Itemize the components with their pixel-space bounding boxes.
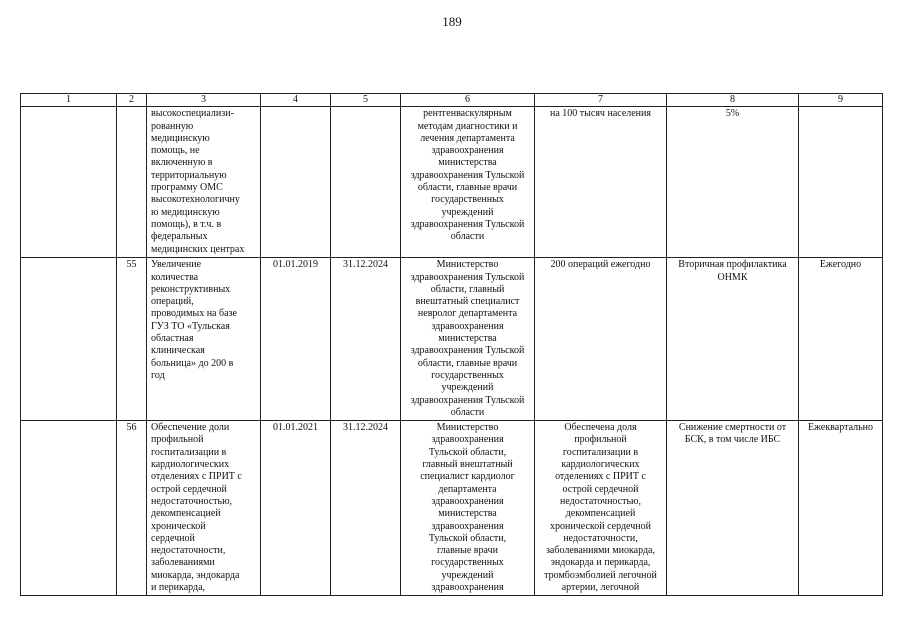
column-header: 6 <box>401 94 535 107</box>
blank-cell <box>21 107 117 258</box>
start-date-cell: 01.01.2019 <box>261 258 331 421</box>
indicator-cell: 5% <box>667 107 799 258</box>
task-cell: высокоспециализи- рованную медицинскую помощь, не включенную в территориальную программу ОМС высокотехнологичну ю медицинскую помощь), в т.ч. в федеральных медицинских центрах <box>147 107 261 258</box>
responsible-cell: Министерство здравоохранения Тульской области, главный внештатный специалист невролог департамента здравоохранения министерства здравоохранения Тульской области, главные врачи государственных учреждений здравоохранения Тульской области <box>401 258 535 421</box>
column-header: 4 <box>261 94 331 107</box>
blank-cell <box>21 258 117 421</box>
blank-cell <box>21 421 117 596</box>
column-header: 8 <box>667 94 799 107</box>
measures-table <box>20 93 883 596</box>
column-header: 1 <box>21 94 117 107</box>
column-header: 5 <box>331 94 401 107</box>
start-date-cell: 01.01.2021 <box>261 421 331 596</box>
frequency-cell: Ежеквартально <box>799 421 883 596</box>
result-cell: на 100 тысяч населения <box>535 107 667 258</box>
task-cell: Обеспечение доли профильной госпитализации в кардиологических отделениях с ПРИТ с острой сердечной недостаточностью, декомпенсацией хронической сердечной недостаточности, заболеваниями миокарда, эндокарда и перикарда, <box>147 421 261 596</box>
end-date-cell <box>331 107 401 258</box>
column-number-row <box>21 94 883 107</box>
frequency-cell <box>799 107 883 258</box>
responsible-cell: рентгенваскулярным методам диагностики и лечения департамента здравоохранения министерства здравоохранения Тульской области, главные врачи государственных учреждений здравоохранения Тульской области <box>401 107 535 258</box>
result-cell: Обеспечена доля профильной госпитализации в кардиологических отделениях с ПРИТ с острой сердечной недостаточностью, декомпенсацией хронической сердечной недостаточности, заболеваниями миокарда, эндокарда и перикарда, тромбоэмболией легочной артерии, легочной <box>535 421 667 596</box>
row-number-cell <box>117 107 147 258</box>
responsible-cell: Министерство здравоохранения Тульской области, главный внештатный специалист кардиолог департамента здравоохранения министерства здравоохранения Тульской области, главные врачи государственных учреждений здравоохранения <box>401 421 535 596</box>
table-row <box>21 258 883 421</box>
frequency-cell: Ежегодно <box>799 258 883 421</box>
indicator-cell: Снижение смертности от БСК, в том числе ИБС <box>667 421 799 596</box>
row-number-cell: 56 <box>117 421 147 596</box>
indicator-cell: Вторичная профилактика ОНМК <box>667 258 799 421</box>
table-row <box>21 421 883 596</box>
row-number-cell: 55 <box>117 258 147 421</box>
table-row <box>21 107 883 258</box>
column-header: 2 <box>117 94 147 107</box>
end-date-cell: 31.12.2024 <box>331 258 401 421</box>
task-cell: Увеличение количества реконструктивных операций, проводимых на базе ГУЗ ТО «Тульская областная клиническая больница» до 200 в год <box>147 258 261 421</box>
start-date-cell <box>261 107 331 258</box>
column-header: 9 <box>799 94 883 107</box>
end-date-cell: 31.12.2024 <box>331 421 401 596</box>
result-cell: 200 операций ежегодно <box>535 258 667 421</box>
page-number: 189 <box>442 14 462 29</box>
column-header: 3 <box>147 94 261 107</box>
column-header: 7 <box>535 94 667 107</box>
